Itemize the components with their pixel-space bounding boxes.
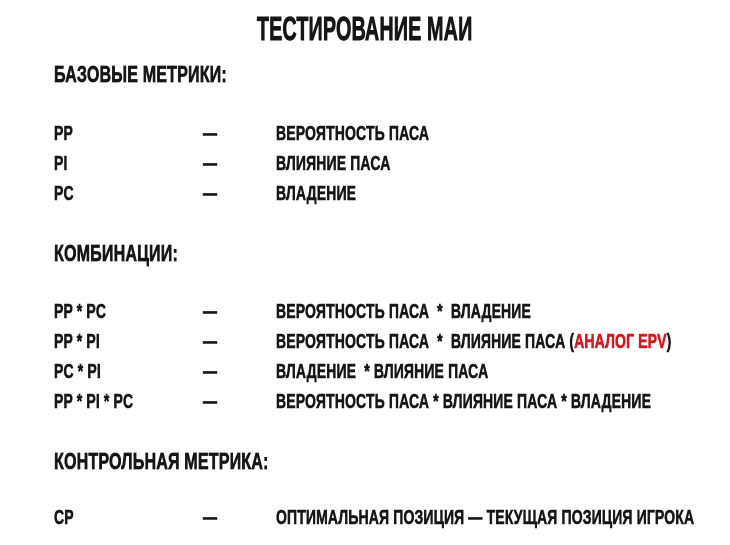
metric-row-cp: [54, 508, 722, 528]
metric-description: ОПТИМАЛЬНАЯ ПОЗИЦИЯ — ТЕКУЩАЯ ПОЗИЦИЯ ИГРОКА: [276, 507, 695, 529]
metric-description: ВЕРОЯТНОСТЬ ПАСА * ВЛАДЕНИЕ: [276, 301, 531, 323]
dash-separator: —: [203, 153, 218, 175]
metric-description: ВЛИЯНИЕ ПАСА: [276, 153, 391, 175]
dash-separator: —: [203, 507, 218, 529]
metric-code: PP * PC: [54, 301, 107, 323]
section-heading-control-metric: [54, 450, 360, 473]
dash-separator: —: [203, 361, 218, 383]
metric-description: [276, 332, 671, 352]
metric-row-pc: [54, 184, 722, 204]
metric-description: ВЕРОЯТНОСТЬ ПАСА: [276, 123, 430, 145]
dash-cell: [203, 302, 276, 322]
metric-description: ВЕРОЯТНОСТЬ ПАСА * ВЛИЯНИЕ ПАСА * ВЛАДЕНИЕ: [276, 391, 652, 413]
page-title-text: ТЕСТИРОВАНИЕ МАИ: [257, 10, 473, 47]
metric-code: PP * PI: [54, 331, 100, 353]
section-heading-text: КОМБИНАЦИИ:: [54, 240, 178, 266]
dash-separator: —: [203, 331, 218, 353]
metric-code-cell: [54, 302, 203, 322]
metric-row-pi: [54, 154, 722, 174]
metric-description-cell: [276, 302, 722, 322]
section-heading-text: КОНТРОЛЬНАЯ МЕТРИКА:: [54, 448, 269, 474]
dash-cell: [203, 154, 276, 174]
metric-code-cell: [54, 124, 203, 144]
dash-separator: —: [203, 183, 218, 205]
epv-analog-highlight: АНАЛОГ EPV: [574, 331, 667, 353]
metric-code-cell: [54, 332, 203, 352]
metric-code: PC: [54, 183, 74, 205]
dash-separator: —: [203, 301, 218, 323]
metric-code: PP * PI * PC: [54, 391, 134, 413]
dash-cell: [203, 362, 276, 382]
metric-description-cell: [276, 362, 722, 382]
dash-separator: —: [203, 123, 218, 145]
section-heading-basic-metrics: [54, 63, 301, 86]
metric-code-cell: [54, 392, 203, 412]
metric-description: ВЛАДЕНИЕ * ВЛИЯНИЕ ПАСА: [276, 361, 489, 383]
metric-code-cell: [54, 184, 203, 204]
combo-row-pp-pi-pc: [54, 392, 722, 412]
combo-row-pp-pi: [54, 332, 722, 352]
metric-row-pp: [54, 124, 722, 144]
metric-description-cell: [276, 154, 722, 174]
section-heading-combinations: [54, 242, 231, 265]
metric-code: PI: [54, 153, 68, 175]
combo-row-pp-pc: [54, 302, 722, 322]
metric-code: PP: [54, 123, 73, 145]
metric-code: PC * PI: [54, 361, 101, 383]
metric-description-cell: [276, 184, 722, 204]
description-text-before: ВЕРОЯТНОСТЬ ПАСА * ВЛИЯНИЕ ПАСА (: [276, 331, 575, 353]
metric-description-cell: [276, 332, 730, 352]
page-title: [0, 12, 730, 45]
metric-code: CP: [54, 507, 74, 529]
metric-code-cell: [54, 362, 203, 382]
dash-cell: [203, 392, 276, 412]
metric-code-cell: [54, 154, 203, 174]
dash-cell: [203, 184, 276, 204]
description-text-after: ): [666, 331, 672, 353]
dash-cell: [203, 124, 276, 144]
metric-description-cell: [276, 124, 722, 144]
metric-description-cell: [276, 392, 730, 412]
metric-code-cell: [54, 508, 203, 528]
metric-description-cell: [276, 508, 730, 528]
section-heading-text: БАЗОВЫЕ МЕТРИКИ:: [54, 61, 227, 87]
dash-separator: —: [203, 391, 218, 413]
combo-row-pc-pi: [54, 362, 722, 382]
dash-cell: [203, 508, 276, 528]
dash-cell: [203, 332, 276, 352]
metric-description: ВЛАДЕНИЕ: [276, 183, 357, 205]
